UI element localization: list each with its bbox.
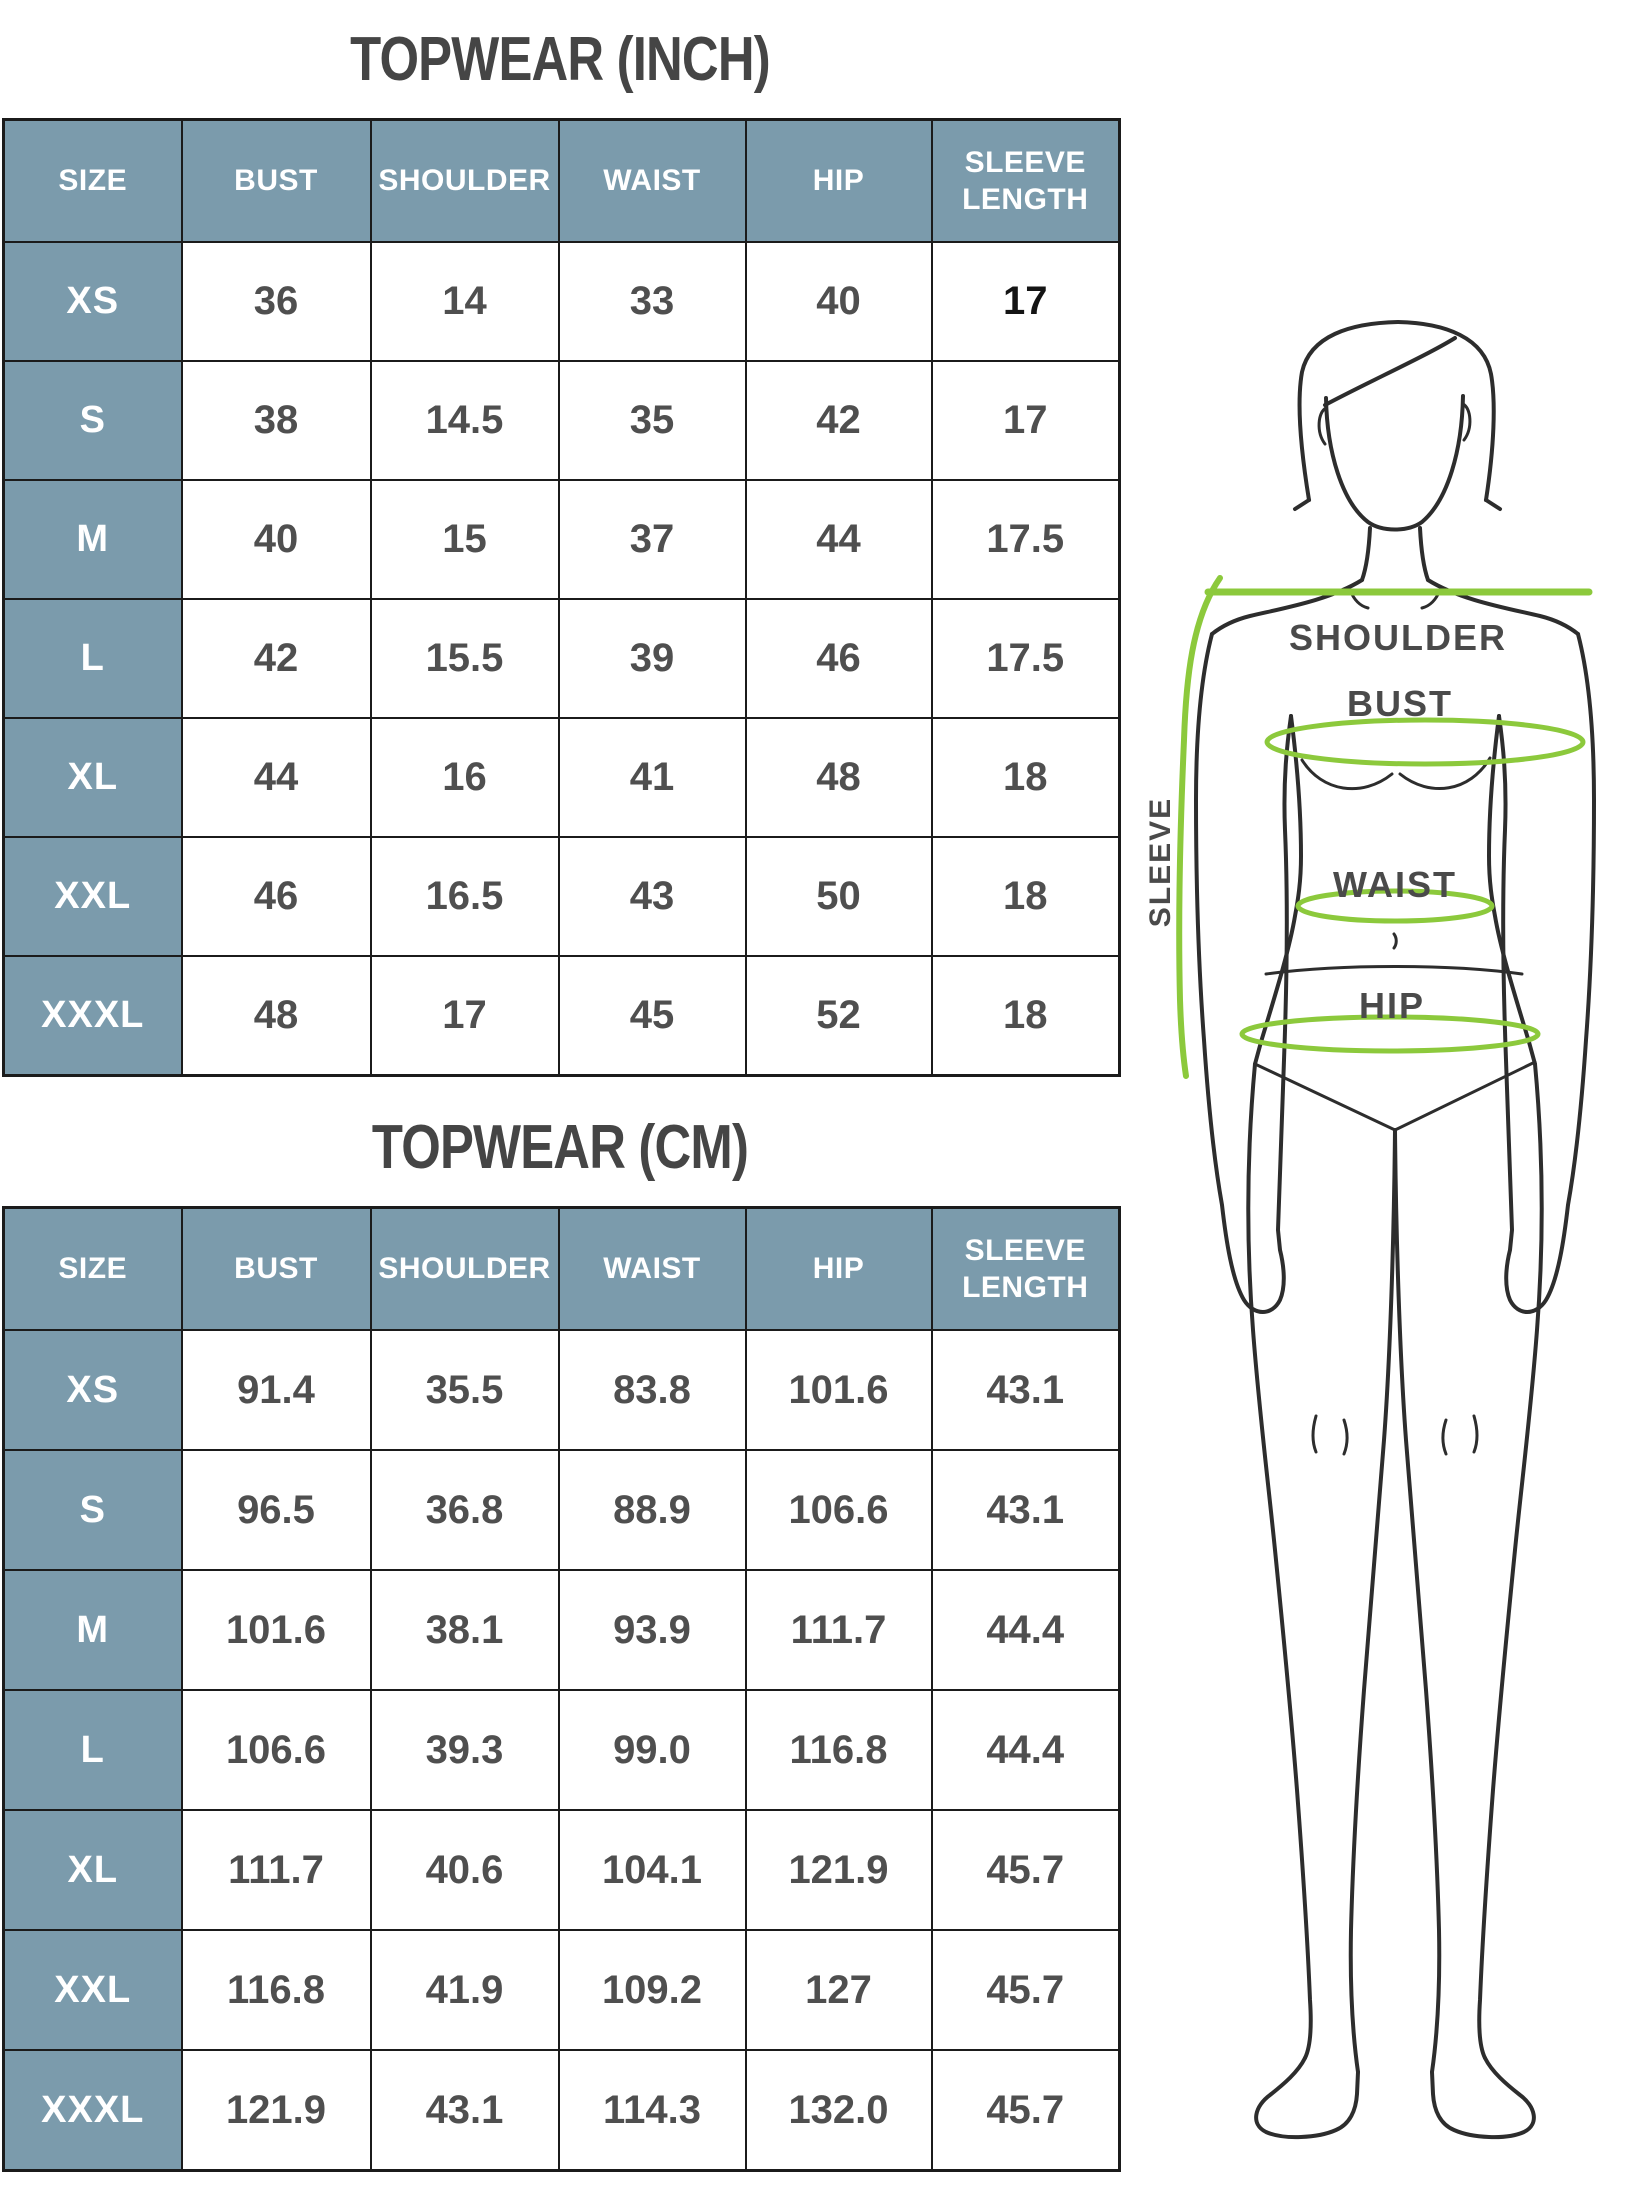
measurement-cell: 36	[182, 242, 371, 361]
size-row-xs	[4, 1330, 1120, 1450]
measurement-cell: 42	[746, 361, 932, 480]
measurement-cell: 43	[559, 837, 746, 956]
measurement-cell: 116.8	[182, 1930, 371, 2050]
measurement-cell: 96.5	[182, 1450, 371, 1570]
measurement-cell: 44	[746, 480, 932, 599]
size-row-xxl	[4, 1930, 1120, 2050]
measurement-cell: 111.7	[182, 1810, 371, 1930]
measurement-cell: 35.5	[371, 1330, 559, 1450]
column-header-waist: WAIST	[559, 1208, 746, 1331]
hip-label: HIP	[1358, 985, 1426, 1026]
measurement-cell: 45	[559, 956, 746, 1076]
size-label: XL	[4, 718, 182, 837]
measurement-cell: 15	[371, 480, 559, 599]
measurement-cell: 41.9	[371, 1930, 559, 2050]
measurement-cell: 101.6	[182, 1570, 371, 1690]
topwear-inch-table	[2, 118, 1121, 1077]
measurement-cell: 121.9	[182, 2050, 371, 2171]
measurement-cell: 15.5	[371, 599, 559, 718]
measurement-cell: 99.0	[559, 1690, 746, 1810]
size-label: XL	[4, 1810, 182, 1930]
size-label: XXL	[4, 1930, 182, 2050]
measurement-cell: 46	[746, 599, 932, 718]
column-header-size: SIZE	[4, 120, 182, 243]
size-row-m	[4, 480, 1120, 599]
measurement-cell: 48	[746, 718, 932, 837]
waist-label: WAIST	[1333, 864, 1457, 905]
shoulder-label: SHOULDER	[1288, 617, 1508, 658]
bust-measure-ellipse	[1267, 720, 1583, 764]
size-row-m	[4, 1570, 1120, 1690]
measurement-cell: 44.4	[932, 1570, 1120, 1690]
measurement-cell: 17	[932, 242, 1120, 361]
measurement-cell: 109.2	[559, 1930, 746, 2050]
measurement-cell: 50	[746, 837, 932, 956]
measurement-cell: 41	[559, 718, 746, 837]
sleeve-label: SLEEVE	[1143, 796, 1177, 928]
measurement-cell: 111.7	[746, 1570, 932, 1690]
measurement-cell: 43.1	[932, 1330, 1120, 1450]
size-label: S	[4, 1450, 182, 1570]
size-row-s	[4, 1450, 1120, 1570]
measurement-cell: 121.9	[746, 1810, 932, 1930]
measurement-cell: 38	[182, 361, 371, 480]
size-row-l	[4, 1690, 1120, 1810]
size-label: L	[4, 599, 182, 718]
measurement-cell: 45.7	[932, 2050, 1120, 2171]
measurement-cell: 104.1	[559, 1810, 746, 1930]
size-row-xl	[4, 718, 1120, 837]
measurement-cell: 40	[746, 242, 932, 361]
measurement-cell: 132.0	[746, 2050, 932, 2171]
measurement-cell: 39.3	[371, 1690, 559, 1810]
bust-label: BUST	[1347, 683, 1453, 724]
measurement-cell: 45.7	[932, 1930, 1120, 2050]
column-header-waist: WAIST	[559, 120, 746, 243]
column-header-hip: HIP	[746, 1208, 932, 1331]
size-label: XXL	[4, 837, 182, 956]
measurement-cell: 116.8	[746, 1690, 932, 1810]
size-row-xs	[4, 242, 1120, 361]
size-row-l	[4, 599, 1120, 718]
measurement-cell: 38.1	[371, 1570, 559, 1690]
measurement-cell: 43.1	[932, 1450, 1120, 1570]
measurement-cell: 88.9	[559, 1450, 746, 1570]
column-header-sleeve-length: SLEEVE LENGTH	[932, 120, 1120, 243]
measurement-cell: 14	[371, 242, 559, 361]
size-row-xxxl	[4, 956, 1120, 1076]
column-header-shoulder: SHOULDER	[371, 120, 559, 243]
size-label: XS	[4, 242, 182, 361]
measurement-cell: 37	[559, 480, 746, 599]
topwear-cm-title: TOPWEAR (CM)	[371, 1113, 749, 1182]
measurement-cell: 44	[182, 718, 371, 837]
measurement-cell: 45.7	[932, 1810, 1120, 1930]
cm-header-row	[4, 1208, 1120, 1331]
size-label: L	[4, 1690, 182, 1810]
measurement-diagram	[1100, 300, 1652, 2160]
measurement-cell: 17.5	[932, 480, 1120, 599]
size-label: M	[4, 1570, 182, 1690]
measurement-cell: 101.6	[746, 1330, 932, 1450]
measurement-cell: 14.5	[371, 361, 559, 480]
column-header-bust: BUST	[182, 120, 371, 243]
topwear-inch-title: TOPWEAR (INCH)	[350, 25, 770, 94]
measurement-cell: 16	[371, 718, 559, 837]
measurement-cell: 17	[932, 361, 1120, 480]
measurement-cell: 39	[559, 599, 746, 718]
measurement-cell: 46	[182, 837, 371, 956]
inch-header-row	[4, 120, 1120, 243]
measurement-cell: 40.6	[371, 1810, 559, 1930]
size-label: XXXL	[4, 2050, 182, 2171]
size-row-xxxl	[4, 2050, 1120, 2171]
measurement-cell: 91.4	[182, 1330, 371, 1450]
column-header-shoulder: SHOULDER	[371, 1208, 559, 1331]
measurement-cell: 35	[559, 361, 746, 480]
column-header-bust: BUST	[182, 1208, 371, 1331]
size-row-s	[4, 361, 1120, 480]
size-label: XS	[4, 1330, 182, 1450]
size-label: M	[4, 480, 182, 599]
measurement-cell: 83.8	[559, 1330, 746, 1450]
topwear-cm-table	[2, 1206, 1121, 2172]
size-row-xl	[4, 1810, 1120, 1930]
size-row-xxl	[4, 837, 1120, 956]
measurement-cell: 18	[932, 956, 1120, 1076]
column-header-hip: HIP	[746, 120, 932, 243]
measurement-cell: 18	[932, 837, 1120, 956]
measurement-cell: 43.1	[371, 2050, 559, 2171]
column-header-size: SIZE	[4, 1208, 182, 1331]
measurement-cell: 44.4	[932, 1690, 1120, 1810]
measurement-cell: 16.5	[371, 837, 559, 956]
measurement-cell: 114.3	[559, 2050, 746, 2171]
measurement-cell: 106.6	[182, 1690, 371, 1810]
measurement-cell: 17.5	[932, 599, 1120, 718]
size-label: S	[4, 361, 182, 480]
measurement-cell: 48	[182, 956, 371, 1076]
measurement-cell: 93.9	[559, 1570, 746, 1690]
measurement-cell: 17	[371, 956, 559, 1076]
body-measurement-figure	[1100, 300, 1652, 2160]
measurement-cell: 52	[746, 956, 932, 1076]
measurement-cell: 18	[932, 718, 1120, 837]
column-header-sleeve-length: SLEEVE LENGTH	[932, 1208, 1120, 1331]
measurement-cell: 40	[182, 480, 371, 599]
measurement-cell: 42	[182, 599, 371, 718]
measurement-cell: 36.8	[371, 1450, 559, 1570]
measurement-cell: 127	[746, 1930, 932, 2050]
measurement-cell: 33	[559, 242, 746, 361]
size-label: XXXL	[4, 956, 182, 1076]
measurement-cell: 106.6	[746, 1450, 932, 1570]
